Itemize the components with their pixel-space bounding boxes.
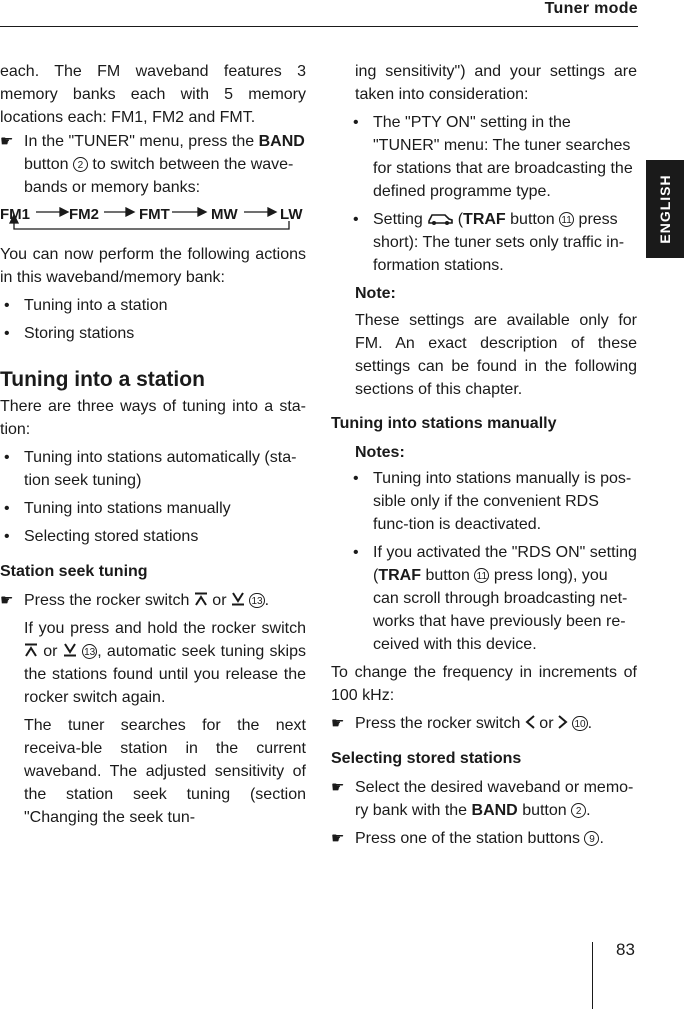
step-frequency: ☛ Press the rocker switch or 10 .: [331, 712, 637, 735]
waveband-mw: MW: [211, 206, 238, 223]
seek-up-icon: [24, 643, 38, 657]
hand-pointer-icon: ☛: [331, 779, 345, 796]
column-right: [331, 60, 637, 850]
list-item: • Tuning into stations manually: [0, 497, 306, 520]
list-item: • The "PTY ON" setting in the "TUNER" menu: The tuner searches for stations that are broadcasting the defined programme type.: [331, 111, 637, 203]
section-heading: Tuning into a station: [0, 368, 205, 391]
hand-pointer-icon: ☛: [331, 715, 345, 732]
button-number-badge: 13: [82, 644, 97, 659]
language-tab: [646, 160, 684, 258]
list-item: • Tuning into stations automatically (sta-tion seek tuning): [0, 446, 306, 492]
list-item: • Tuning into stations manually is pos-sible only if the convenient RDS func-tion is deactivated.: [331, 467, 637, 536]
step-band-switch: [0, 130, 306, 199]
button-number-badge: 11: [559, 212, 574, 227]
button-number-badge: 9: [584, 831, 599, 846]
column-left: [0, 60, 306, 829]
seek-up-icon: [194, 592, 208, 606]
subsection-heading: Station seek tuning: [0, 563, 148, 580]
para-text: , automatic seek tuning skips the stations found until you release the rocker switch again.: [24, 643, 306, 706]
chevron-left-icon: [525, 715, 535, 729]
or-text: or: [43, 643, 58, 660]
list-item: • Setting (TRAF button 11 press short): The tuner sets only traffic in-formation stations.: [331, 208, 637, 277]
subsection-heading: Tuning into stations manually: [331, 415, 557, 432]
traf-label: TRAF: [463, 211, 506, 228]
button-number-badge: 2: [73, 157, 88, 172]
para-text: If you press and hold the rocker switch: [24, 620, 306, 637]
seek-paragraph-2: The tuner searches for the next receiva-ble station in the current waveband. The adjusted sensitivity of the station seek tuning (section "Changing the seek tun-: [24, 717, 306, 826]
step-text: Select the desired waveband or memo-ry bank with the: [355, 779, 634, 819]
language-tab-label: ENGLISH: [657, 174, 673, 244]
step-station-button: ☛ Press one of the station buttons 9 .: [331, 827, 637, 850]
hand-pointer-icon: ☛: [0, 592, 14, 609]
step-text: Press one of the station buttons: [355, 830, 581, 847]
band-label: BAND: [471, 802, 518, 819]
seek-paragraph: [0, 617, 306, 709]
hand-pointer-icon: ☛: [0, 133, 14, 150]
button-number-badge: 13: [249, 593, 264, 608]
seek-down-icon: [63, 643, 77, 657]
step-text: to switch between the wave-bands or memory banks:: [24, 156, 294, 196]
item-text: press long), you can scroll through broadcasting net-works that have previously been re-ceived with this device.: [373, 567, 628, 653]
traffic-car-icon: [427, 211, 453, 225]
actions-paragraph: You can now perform the following actions in this waveband/memory bank:: [0, 246, 306, 286]
step-text: button: [522, 802, 567, 819]
running-header: Tuner mode: [544, 0, 638, 17]
tuning-paragraph: There are three ways of tuning into a sta-tion:: [0, 398, 306, 438]
button-number-badge: 10: [572, 716, 587, 731]
notes-label: Notes:: [355, 444, 405, 461]
item-text: button: [510, 211, 555, 228]
list-item: • Selecting stored stations: [0, 525, 306, 548]
header-rule: [0, 26, 638, 27]
item-text: press short): The tuner sets only traffic in-formation stations.: [373, 211, 625, 274]
waveband-cycle-diagram: [0, 203, 306, 241]
note-text: These settings are available only for FM. An exact description of these settings can be found in the following sections of this chapter.: [355, 312, 637, 398]
page-number-rule: [592, 942, 593, 1009]
list-item: • Tuning into a station: [0, 294, 306, 317]
waveband-fmt: FMT: [139, 206, 170, 223]
step-select-bank: ☛ Select the desired waveband or memo-ry bank with the BAND button 2 .: [331, 776, 637, 822]
hand-pointer-icon: ☛: [331, 830, 345, 847]
item-text: Setting: [373, 211, 423, 228]
band-label: BAND: [258, 133, 305, 150]
or-text: or: [212, 592, 227, 609]
item-text: button: [425, 567, 470, 584]
waveband-lw: LW: [280, 206, 303, 223]
list-item: • If you activated the "RDS ON" setting (TRAF button 11 press long), you can scroll through broadcasting net-works that have previously been re-ceived with this device.: [331, 541, 637, 656]
seek-down-icon: [231, 592, 245, 606]
step-text: In the "TUNER" menu, press the: [24, 133, 255, 150]
button-number-badge: 2: [571, 803, 586, 818]
note-label: Note:: [355, 285, 396, 302]
button-number-badge: 11: [474, 568, 489, 583]
chevron-right-icon: [558, 715, 568, 729]
step-text: button: [24, 156, 69, 173]
waveband-fm1: FM1: [0, 206, 30, 223]
list-item: • Storing stations: [0, 322, 306, 345]
intro-paragraph: each. The FM waveband features 3 memory banks each with 5 memory locations each: FM1, FM2 and FMT.: [0, 63, 306, 126]
waveband-fm2: FM2: [69, 206, 99, 223]
page-number: 83: [616, 940, 635, 959]
subsection-heading: Selecting stored stations: [331, 750, 522, 767]
or-text: or: [539, 715, 554, 732]
traf-label: TRAF: [378, 567, 421, 584]
continuation-paragraph: ing sensitivity") and your settings are taken into consideration:: [355, 63, 637, 103]
step-text: Press the rocker switch: [355, 715, 521, 732]
frequency-paragraph: To change the frequency in increments of 100 kHz:: [331, 664, 637, 704]
step-text: Press the rocker switch: [24, 592, 190, 609]
step-seek: ☛ Press the rocker switch or 13 .: [0, 589, 306, 612]
item-text: If you activated the "RDS ON" setting: [373, 544, 637, 561]
